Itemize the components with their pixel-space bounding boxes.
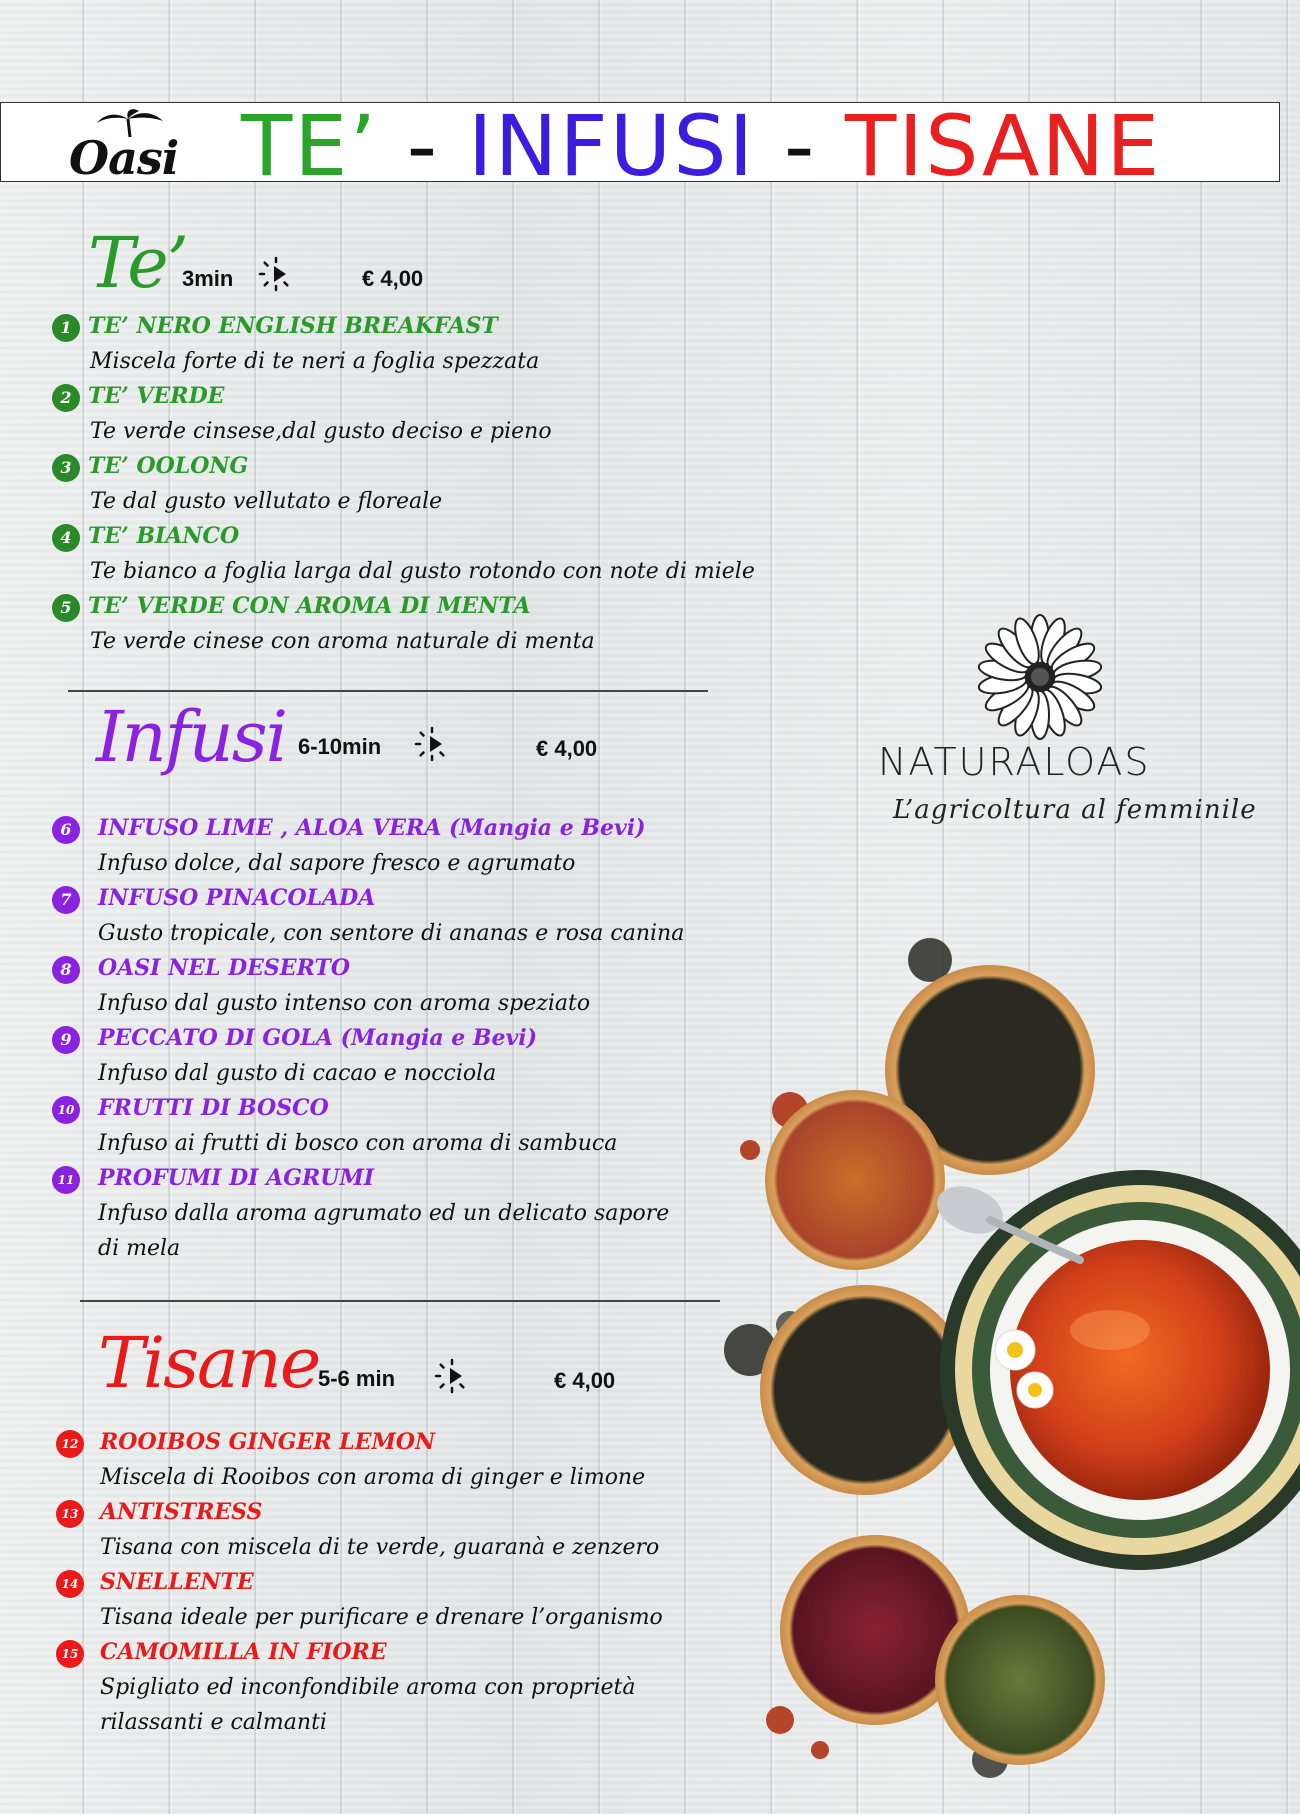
timer-icon [258, 256, 294, 292]
item-description: Tisana con miscela di te verde, guaranà e zenzero [100, 1535, 660, 1560]
section-divider [68, 690, 708, 692]
item-number: 13 [56, 1500, 84, 1528]
item-number: 2 [52, 384, 80, 412]
item-description-continued: di mela [98, 1236, 181, 1261]
item-number: 3 [52, 454, 80, 482]
item-name: ROOIBOS GINGER LEMON [100, 1429, 436, 1455]
section-title-tisane: Tisane [98, 1322, 320, 1404]
item-number: 7 [52, 886, 80, 914]
item-description: Miscela forte di te neri a foglia spezzata [90, 349, 540, 374]
timer-icon [434, 1358, 470, 1394]
item-description: Infuso dal gusto intenso con aroma speziato [98, 991, 591, 1016]
section-title-te: Te’ [88, 222, 187, 304]
item-description: Gusto tropicale, con sentore di ananas e rosa canina [98, 921, 685, 946]
item-number: 8 [52, 956, 80, 984]
item-description: Te bianco a foglia larga dal gusto rotondo con note di miele [90, 559, 755, 584]
item-description: Infuso dal gusto di cacao e nocciola [98, 1061, 497, 1086]
tea-bowls-image [720, 930, 1300, 1790]
item-description-continued: rilassanti e calmanti [100, 1710, 327, 1735]
infusi-steep-time: 6-10min [298, 734, 382, 759]
te-price: € 4,00 [362, 266, 424, 291]
item-name: ANTISTRESS [100, 1499, 263, 1525]
item-name: OASI NEL DESERTO [98, 955, 351, 981]
item-number: 11 [52, 1166, 80, 1194]
item-number: 6 [52, 816, 80, 844]
item-name: TE’ BIANCO [88, 523, 240, 549]
item-description: Te verde cinese con aroma naturale di menta [90, 629, 595, 654]
title-separator: - [378, 97, 468, 195]
item-number: 1 [52, 314, 80, 342]
item-name: TE’ VERDE CON AROMA DI MENTA [88, 593, 531, 619]
section-divider [80, 1300, 720, 1302]
logo-text: Oasi [69, 131, 179, 185]
item-name: CAMOMILLA IN FIORE [100, 1639, 387, 1665]
te-steep-time: 3min [182, 266, 234, 291]
item-name: PECCATO DI GOLA (Mangia e Bevi) [98, 1025, 538, 1051]
item-name: INFUSO LIME , ALOA VERA (Mangia e Bevi) [98, 815, 646, 841]
item-name: INFUSO PINACOLADA [98, 885, 376, 911]
daisy-flower-icon [975, 612, 1105, 742]
title-separator: - [755, 97, 846, 195]
item-description: Infuso ai frutti di bosco con aroma di sambuca [98, 1131, 618, 1156]
item-number: 10 [52, 1096, 80, 1124]
brand-name: NATURALOAS [878, 740, 1151, 784]
item-description: Spigliato ed inconfondibile aroma con proprietà [100, 1675, 636, 1700]
header-banner [0, 97, 1280, 195]
item-description: Infuso dalla aroma agrumato ed un delicato sapore [98, 1201, 670, 1226]
item-name: PROFUMI DI AGRUMI [98, 1165, 375, 1191]
oasi-logo [61, 109, 211, 185]
item-number: 14 [56, 1570, 84, 1598]
item-description: Infuso dolce, dal sapore fresco e agrumato [98, 851, 576, 876]
item-name: TE’ OOLONG [88, 453, 249, 479]
page-title [241, 97, 1162, 195]
infusi-price: € 4,00 [536, 736, 598, 761]
tisane-steep-time: 5-6 min [318, 1366, 396, 1391]
timer-icon [414, 726, 450, 762]
item-number: 12 [56, 1430, 84, 1458]
title-tisane: TISANE [845, 97, 1162, 195]
item-name: TE’ NERO ENGLISH BREAKFAST [88, 313, 498, 339]
brand-tagline: L’agricoltura al femminile [893, 795, 1257, 825]
item-number: 5 [52, 594, 80, 622]
item-description: Te verde cinsese,dal gusto deciso e pieno [90, 419, 552, 444]
item-description: Tisana ideale per purificare e drenare l’organismo [100, 1605, 663, 1630]
item-number: 9 [52, 1026, 80, 1054]
item-name: SNELLENTE [100, 1569, 254, 1595]
item-name: TE’ VERDE [88, 383, 225, 409]
title-te: TE’ [241, 97, 379, 195]
item-description: Miscela di Rooibos con aroma di ginger e limone [100, 1465, 646, 1490]
item-number: 15 [56, 1640, 84, 1668]
tisane-price: € 4,00 [554, 1368, 616, 1393]
item-number: 4 [52, 524, 80, 552]
item-name: FRUTTI DI BOSCO [98, 1095, 329, 1121]
section-title-infusi: Infusi [96, 696, 287, 778]
title-infusi: INFUSI [467, 97, 756, 195]
item-description: Te dal gusto vellutato e floreale [90, 489, 443, 514]
